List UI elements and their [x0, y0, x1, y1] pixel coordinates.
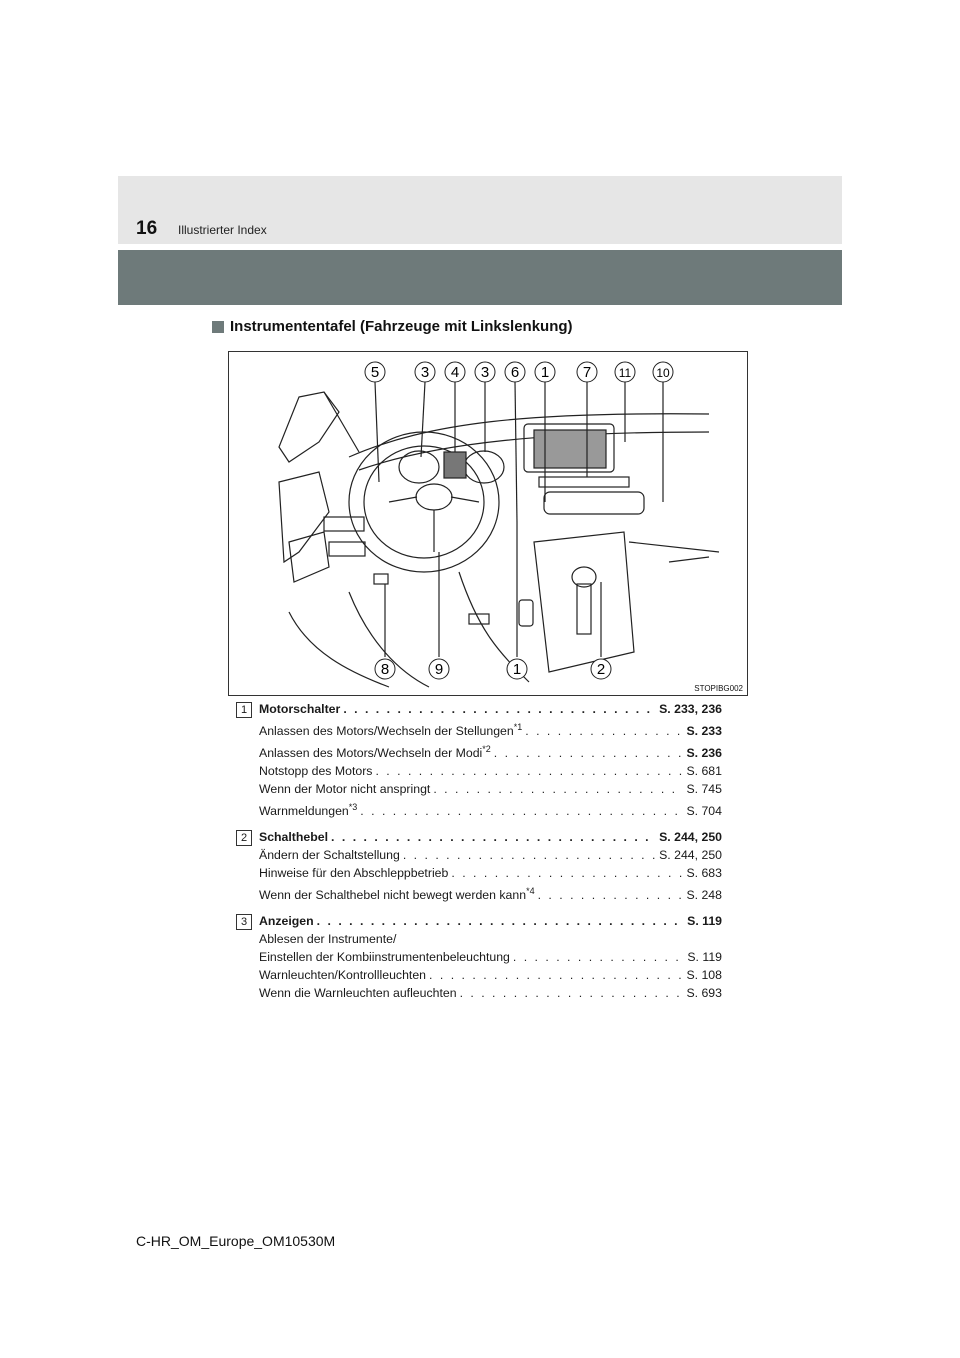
page-number: 16	[136, 218, 158, 239]
entry-sub-line[interactable]	[259, 740, 722, 762]
page-reference[interactable]: S. 704	[686, 804, 722, 819]
entry-label	[259, 984, 457, 1002]
leader-dots	[375, 762, 683, 780]
entry-number-badge: 1	[236, 702, 252, 718]
leader-dots	[525, 722, 683, 740]
leader-dots	[451, 864, 683, 882]
callout-5: 5	[370, 364, 380, 381]
page-reference[interactable]: S. 119	[687, 950, 722, 965]
entry-label-text: Ablesen der Instrumente/	[259, 932, 397, 947]
callout-1: 1	[540, 364, 550, 381]
entry-label	[259, 780, 430, 798]
entry-label	[259, 882, 535, 904]
entry-label-text: Warnmeldungen	[259, 804, 349, 819]
entry-sub-line[interactable]	[259, 798, 722, 820]
entry-sub-line[interactable]	[259, 762, 722, 780]
dashboard-figure	[228, 351, 748, 696]
page-reference[interactable]: S. 683	[686, 866, 722, 881]
entry-number-badge: 3	[236, 914, 252, 930]
dashboard-illustration	[229, 352, 749, 697]
page-reference[interactable]: S. 244, 250	[659, 830, 722, 845]
entry-label	[259, 762, 372, 780]
entry-sub-line[interactable]	[259, 984, 722, 1002]
entry-label-text: Anlassen des Motors/Wechseln der Modi	[259, 746, 483, 761]
entry-label-text: Motorschalter	[259, 702, 341, 716]
leader-dots	[317, 912, 684, 930]
leader-dots	[538, 886, 684, 904]
entry-sub-line[interactable]	[259, 718, 722, 740]
leader-dots	[331, 828, 656, 846]
section-heading	[212, 318, 573, 335]
entry-label	[259, 798, 357, 820]
footer-doc-id: C-HR_OM_Europe_OM10530M	[136, 1233, 336, 1249]
entry-label	[259, 740, 491, 762]
callout-3: 3	[420, 364, 430, 381]
entry-label-text: Ändern der Schaltstellung	[259, 848, 400, 863]
entry-label-text: Notstopp des Motors	[259, 764, 373, 779]
entry-label	[259, 966, 426, 984]
entry-label	[259, 864, 448, 882]
entry-main-line[interactable]	[259, 912, 722, 930]
entry-label-text: Wenn der Schalthebel nicht bewegt werden kann	[259, 888, 527, 903]
leader-dots	[494, 744, 684, 762]
callout-1b: 1	[512, 661, 522, 678]
footnote-marker: *1	[513, 722, 523, 732]
page-reference[interactable]: S. 244, 250	[659, 848, 722, 863]
page-reference[interactable]: S. 745	[686, 782, 722, 797]
callout-11: 11	[618, 366, 632, 380]
callouts-top	[365, 362, 673, 382]
entry-main-line[interactable]	[259, 700, 722, 718]
page-reference[interactable]: S. 233, 236	[659, 702, 722, 716]
callout-7: 7	[582, 364, 592, 381]
entry-label	[259, 846, 400, 864]
entry-label-text: Wenn der Motor nicht anspringt	[259, 782, 431, 797]
chapter-title: Illustrierter Index	[178, 223, 267, 237]
entry-label	[259, 828, 328, 846]
callout-4: 4	[450, 364, 460, 381]
leader-dots	[460, 984, 684, 1002]
entry-label	[259, 912, 314, 930]
entry-label-text: Einstellen der Kombiinstrumentenbeleuchtung	[259, 950, 510, 965]
section-title: Instrumententafel (Fahrzeuge mit Linkslenkung)	[230, 318, 573, 335]
callout-2: 2	[596, 661, 606, 678]
entry-label	[259, 718, 522, 740]
entry-label	[259, 930, 396, 948]
section-marker-icon	[212, 321, 224, 333]
index-entry	[236, 828, 722, 904]
leader-dots	[343, 700, 656, 718]
entry-number-badge: 2	[236, 830, 252, 846]
entry-sub-line[interactable]	[259, 930, 722, 948]
entry-label	[259, 948, 510, 966]
callout-10: 10	[656, 366, 670, 380]
entry-label-text: Schalthebel	[259, 830, 329, 845]
entry-main-line[interactable]	[259, 828, 722, 846]
page-reference[interactable]: S. 681	[686, 764, 722, 779]
page-reference[interactable]: S. 236	[686, 746, 722, 761]
entry-sub-line[interactable]	[259, 948, 722, 966]
entry-label-text: Anzeigen	[259, 914, 314, 929]
entry-sub-line[interactable]	[259, 864, 722, 882]
entry-label-text: Warnleuchten/Kontrollleuchten	[259, 968, 427, 983]
leader-dots	[429, 966, 683, 984]
page-reference[interactable]: S. 119	[687, 914, 722, 929]
callout-3b: 3	[480, 364, 490, 381]
index-entries	[236, 700, 722, 1010]
entry-sub-line[interactable]	[259, 780, 722, 798]
leader-dots	[360, 802, 683, 820]
callout-6: 6	[510, 364, 520, 381]
leader-dots	[403, 846, 656, 864]
footnote-marker: *2	[482, 744, 491, 755]
page-reference[interactable]: S. 693	[686, 986, 722, 1001]
entry-label	[259, 700, 340, 718]
entry-label-text: Hinweise für den Abschleppbetrieb	[259, 866, 449, 881]
entry-sub-line[interactable]	[259, 882, 722, 904]
entry-sub-line[interactable]	[259, 966, 722, 984]
index-entry	[236, 912, 722, 1002]
entry-label-text: Anlassen des Motors/Wechseln der Stellungen	[259, 724, 514, 739]
callout-8: 8	[380, 661, 390, 678]
figure-code: STOPIBG002	[694, 684, 743, 693]
page-reference[interactable]: S. 248	[686, 888, 722, 903]
entry-label-text: Wenn die Warnleuchten aufleuchten	[259, 986, 457, 1001]
entry-sub-line[interactable]	[259, 846, 722, 864]
leader-dots	[513, 948, 684, 966]
footnote-marker: *4	[526, 886, 535, 897]
title-bar	[118, 250, 842, 305]
index-entry	[236, 700, 722, 820]
page-reference[interactable]: S. 233	[686, 724, 722, 739]
page-reference[interactable]: S. 108	[686, 968, 722, 983]
leader-dots	[433, 780, 683, 798]
callout-9: 9	[434, 661, 444, 678]
footnote-marker: *3	[348, 802, 358, 813]
